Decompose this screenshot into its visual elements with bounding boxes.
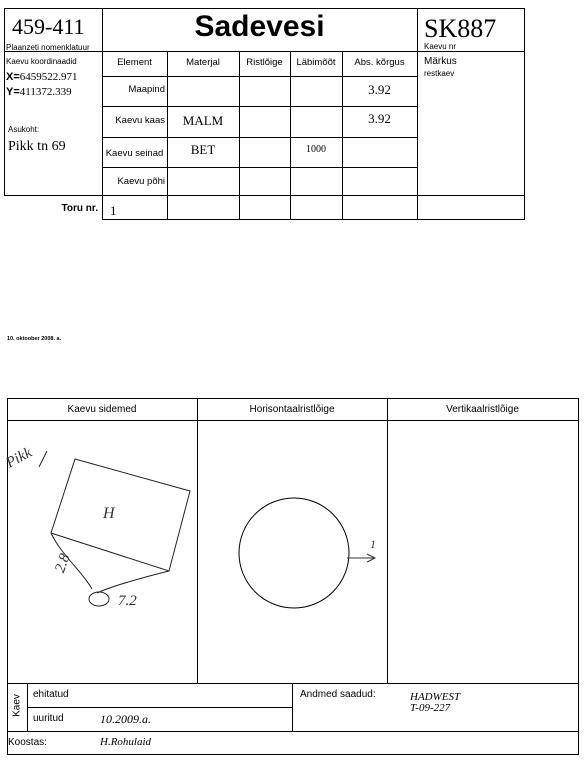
frame-table-bottom <box>102 195 525 196</box>
frame-left <box>4 8 5 195</box>
table-header: Abs. kõrgus <box>354 57 405 68</box>
compiled-label: Koostas: <box>8 737 47 748</box>
x-label: X= <box>6 71 20 83</box>
panel-title-vertical: Vertikaalristlõige <box>446 404 519 415</box>
table-row-element: Kaevu seinad <box>105 148 164 159</box>
table-row-diameter: 1000 <box>306 144 326 155</box>
circle-arrow-label: 1 <box>370 537 376 551</box>
row-line <box>102 76 418 77</box>
sketch-street-label: Pikk <box>3 444 35 472</box>
horizontal-section-drawing <box>197 421 387 683</box>
surveyed-label: uuritud <box>33 713 64 724</box>
frame-left-bottom <box>4 195 103 196</box>
table-row-material: MALM <box>182 113 224 128</box>
map-code: 459-411 <box>12 14 85 39</box>
panels-top <box>7 398 579 399</box>
table-row-elevation: 3.92 <box>368 111 391 126</box>
table-row-elevation: 3.92 <box>368 82 391 97</box>
row-line <box>102 167 418 168</box>
map-code-caption: Plaanzeti nomenklatuur <box>6 43 90 52</box>
frame-divider-right <box>417 8 418 219</box>
col-line <box>342 195 343 219</box>
table-row-element: Maapind <box>128 84 165 95</box>
table-row-element: Kaevu kaas <box>115 115 165 126</box>
panel-divider <box>387 398 388 684</box>
location-caption: Asukoht: <box>8 125 40 134</box>
table-header: Materjal <box>186 57 220 68</box>
panel-title-horizontal: Horisontaalristlõige <box>249 404 335 415</box>
well-id: SK887 <box>424 14 497 43</box>
footer-side-label: Kaev <box>11 694 23 717</box>
table-header: Läbimõõt <box>296 57 336 68</box>
table-header: Element <box>117 57 152 68</box>
footer-bottom <box>7 754 579 755</box>
row-line <box>102 137 418 138</box>
sketch-dimension-1: 2.8 <box>52 551 74 575</box>
data-source-code: T-09-227 <box>410 702 451 714</box>
col-line <box>167 195 168 219</box>
panels-bottom <box>7 683 579 684</box>
sketch-dimension-2: 7.2 <box>118 593 137 609</box>
footer-row-line <box>27 707 293 708</box>
table-row-material: BET <box>190 142 216 157</box>
surveyed-value: 10.2009.a. <box>100 712 151 726</box>
pipe-value: 1 <box>110 203 117 218</box>
y-value: 411372.339 <box>19 86 72 98</box>
street-tick <box>39 451 47 467</box>
page-title: Sadevesi <box>194 10 325 43</box>
frame-top <box>4 8 525 9</box>
coords-caption: Kaevu koordinaadid <box>6 57 77 66</box>
table-header: Ristlõige <box>246 57 283 68</box>
built-label: ehitatud <box>33 689 69 700</box>
connection-line <box>97 571 169 593</box>
well-ellipse <box>89 592 109 606</box>
well-circle <box>239 498 349 608</box>
well-connections-sketch <box>7 421 197 683</box>
pipe-label: Toru nr. <box>61 203 98 214</box>
col-line <box>290 195 291 219</box>
row-line <box>102 106 418 107</box>
notes-caption: Märkus <box>424 56 457 67</box>
well-id-caption: Kaevu nr <box>424 42 457 51</box>
footer-row-line <box>7 731 579 732</box>
y-label: Y= <box>6 86 20 98</box>
table-row-element: Kaevu põhi <box>117 176 165 187</box>
date-line: 10. oktoober 2008. a. <box>7 336 62 342</box>
y-coordinate <box>6 86 72 98</box>
sketch-house-label: H <box>103 505 115 522</box>
compiled-value: H.Rohulaid <box>100 736 152 748</box>
x-value: 6459522.971 <box>19 71 78 83</box>
panel-title-connections: Kaevu sidemed <box>67 404 137 415</box>
house-outline <box>51 459 190 571</box>
frame-pipe-bottom <box>102 219 525 220</box>
data-source-label: Andmed saadud: <box>300 689 376 700</box>
data-source-value: HADWEST <box>410 691 461 703</box>
frame-right <box>524 8 525 219</box>
x-coordinate <box>6 71 78 83</box>
location-value: Pikk tn 69 <box>8 139 66 154</box>
notes-value: restkaev <box>424 69 455 78</box>
col-line <box>239 195 240 219</box>
panels-right <box>578 398 579 755</box>
